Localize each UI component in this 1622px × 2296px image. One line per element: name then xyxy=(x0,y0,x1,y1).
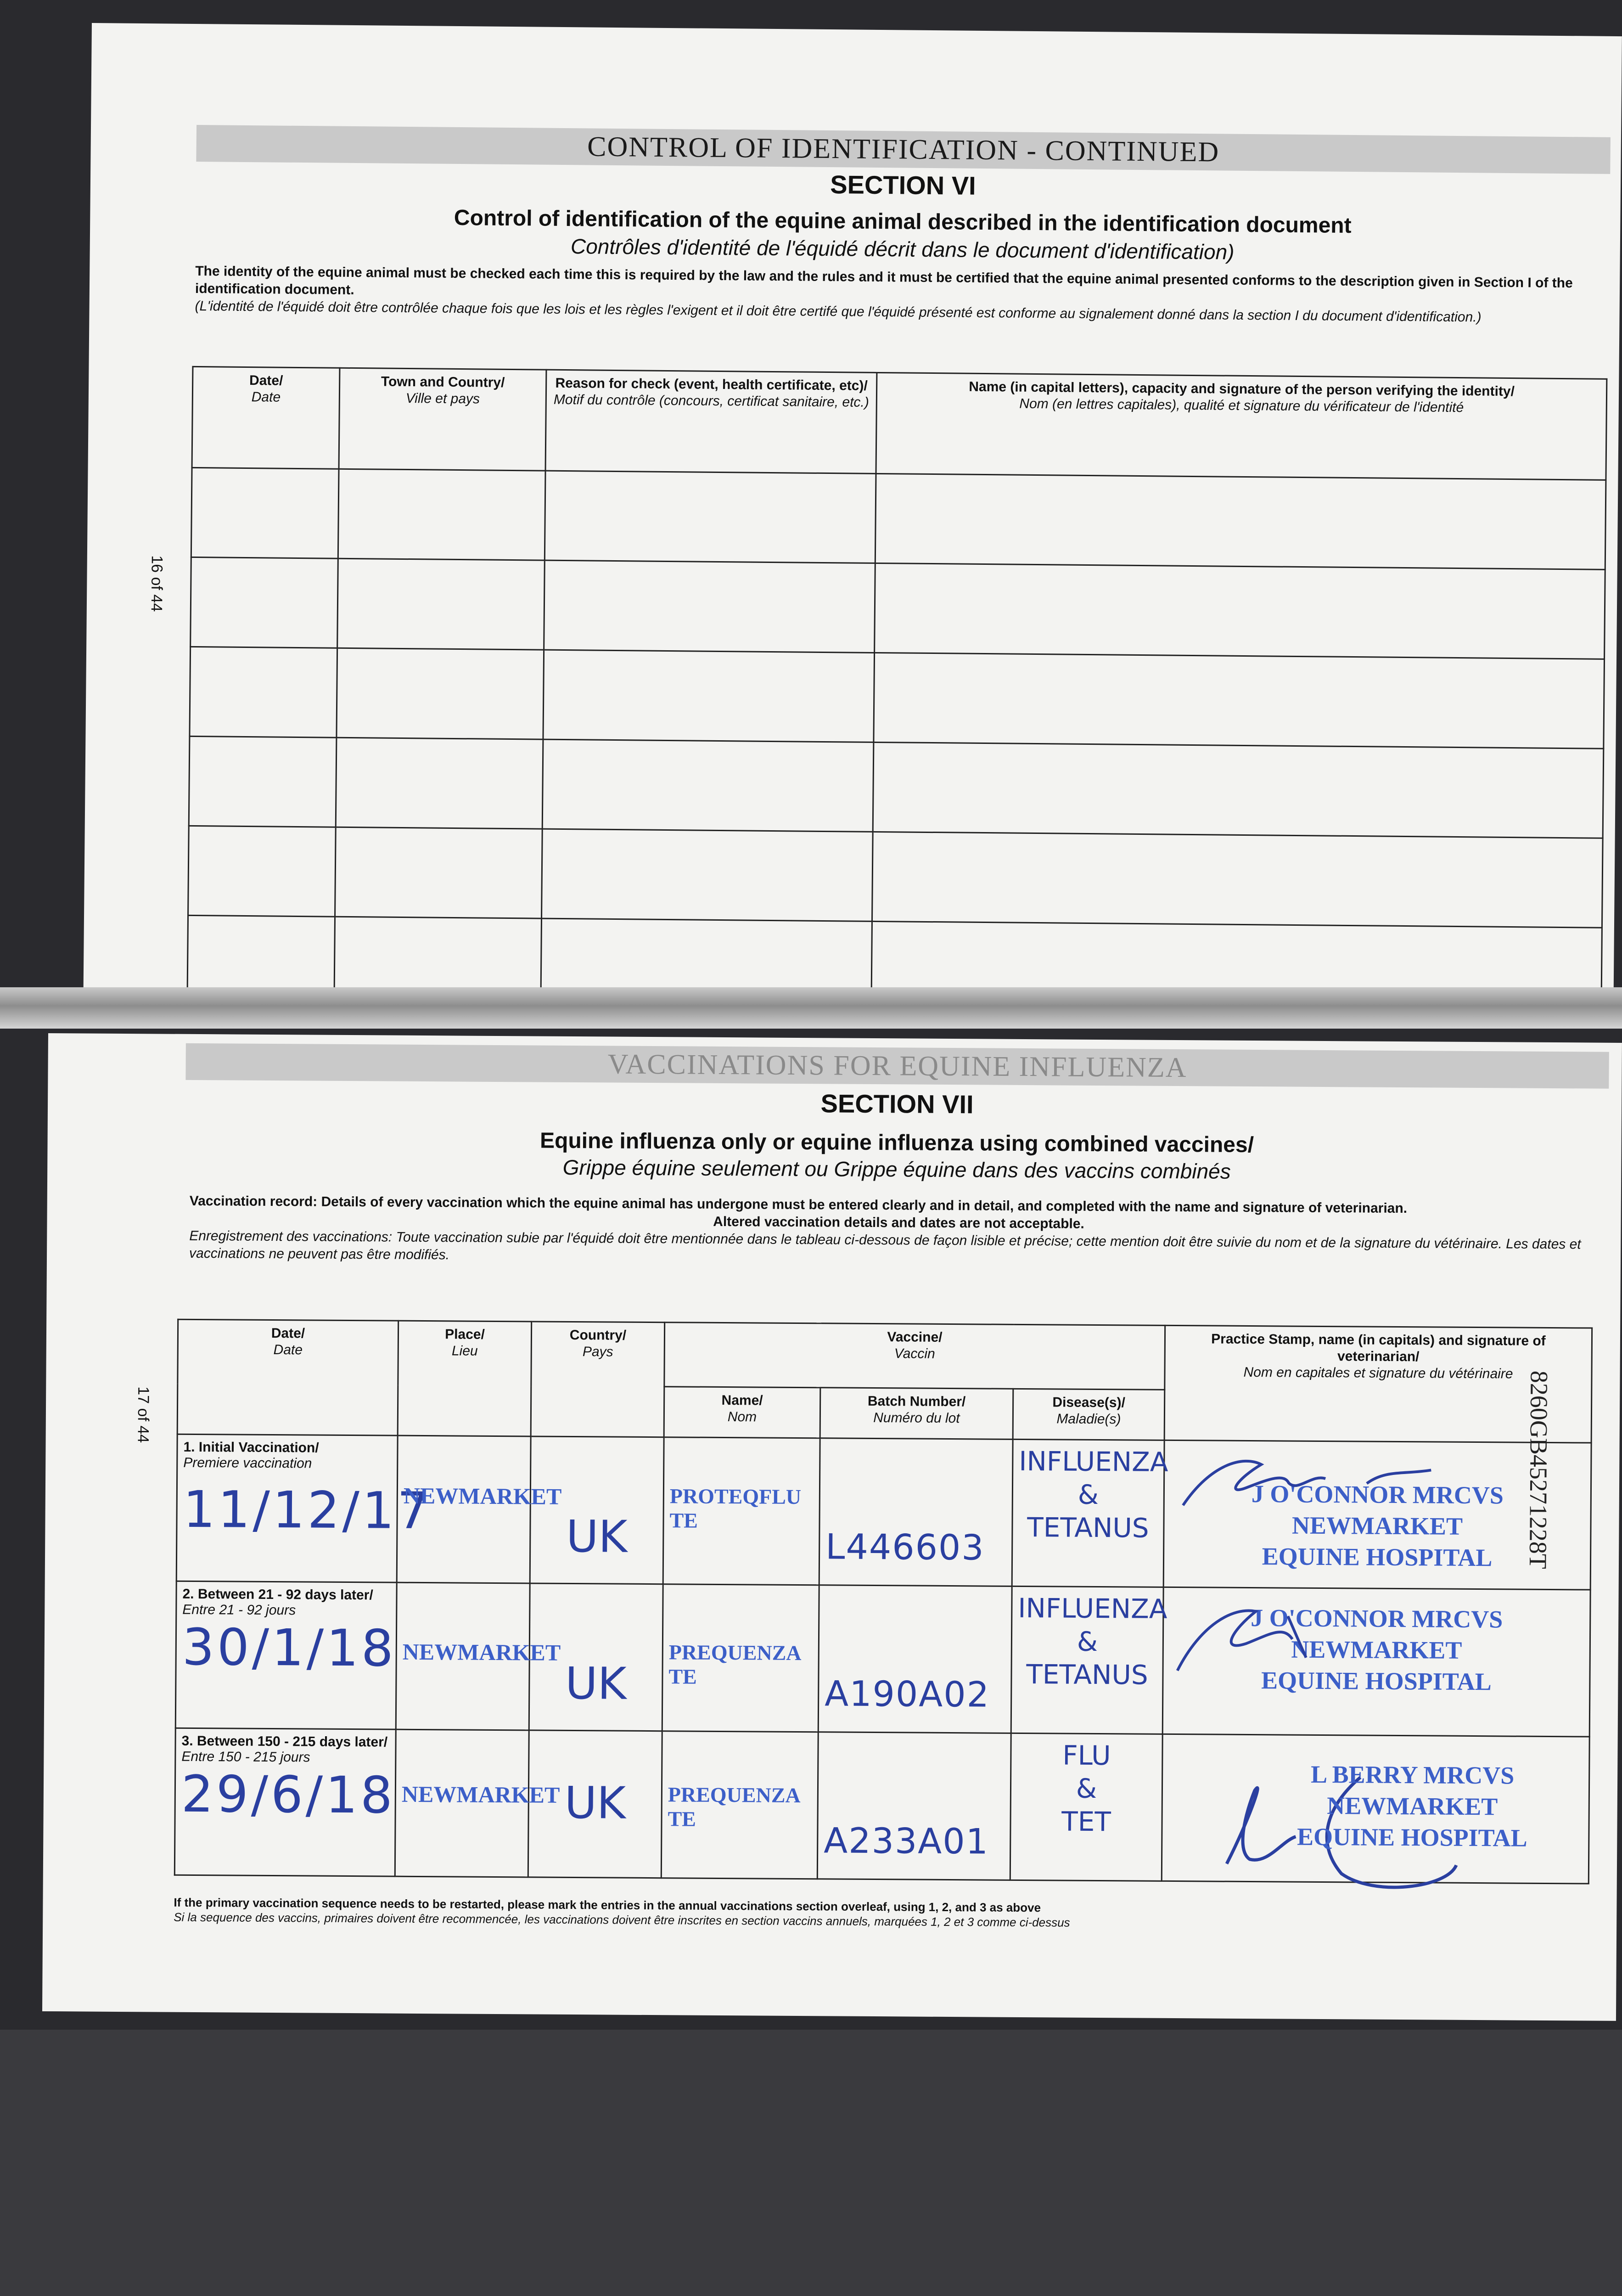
vaccine-name-cell[interactable] xyxy=(663,1437,820,1585)
place-stamp: NEWMARKET xyxy=(402,1638,561,1666)
table-cell[interactable] xyxy=(542,739,874,832)
row-label-fr: Premiere vaccination xyxy=(183,1455,312,1471)
place-stamp: NEWMARKET xyxy=(401,1781,560,1808)
disease-line-2: & xyxy=(1078,1479,1099,1510)
table-cell[interactable] xyxy=(544,560,876,653)
country-value: UK xyxy=(565,1657,627,1710)
disease-line-3: TETANUS xyxy=(1027,1512,1149,1544)
disease-line-1: FLU xyxy=(1062,1739,1111,1772)
table-row xyxy=(189,736,1604,838)
instructions-paragraph xyxy=(195,263,1609,327)
instructions-en-2: Altered vaccination details and dates are not acceptable. xyxy=(713,1214,1084,1232)
date-cell[interactable] xyxy=(174,1728,396,1876)
col-header-vaccine-name: Name/ Nom xyxy=(664,1387,820,1438)
disease-line-2: & xyxy=(1077,1626,1098,1657)
disease-cell[interactable] xyxy=(1010,1733,1162,1881)
disease-line-3: TET xyxy=(1061,1806,1111,1838)
table-row xyxy=(191,467,1606,569)
instructions-fr: (L'identité de l'équidé doit être contrôlée chaque fois que les lois et les règles l'exigent et il doit être certifé que l'équidé présenté est conforme au signalement donné dans la section I du document d'identification.) xyxy=(195,298,1482,325)
vet-name: L BERRY MRCVS xyxy=(1310,1760,1515,1790)
table-cell[interactable] xyxy=(875,473,1606,569)
table-cell[interactable] xyxy=(190,647,337,737)
row-label: 1. Initial Vaccination/ xyxy=(183,1439,319,1456)
col-header-verifier: Name (in capital letters), capacity and signature of the person verifying the identity/ Nom (en lettres capitales), qualité et signature du vérificateur de l'identité xyxy=(876,372,1607,480)
table-cell[interactable] xyxy=(337,648,544,739)
country-cell[interactable] xyxy=(530,1436,664,1584)
table-cell[interactable] xyxy=(875,563,1605,659)
vet-hospital: EQUINE HOSPITAL xyxy=(1262,1542,1493,1572)
vet-stamp-cell[interactable] xyxy=(1162,1734,1589,1884)
section-band-title: VACCINATIONS FOR EQUINE INFLUENZA xyxy=(185,1043,1609,1089)
disease-cell[interactable] xyxy=(1012,1439,1168,1587)
batch-cell[interactable] xyxy=(818,1585,1012,1733)
vaccination-row-1 xyxy=(176,1434,1591,1590)
vet-name: J O'CONNOR MRCVS xyxy=(1251,1604,1503,1633)
col-header-disease: Disease(s)/ Maladie(s) xyxy=(1013,1389,1165,1440)
date-cell[interactable] xyxy=(175,1581,397,1729)
vaccination-date: 11/12/17 xyxy=(183,1480,432,1541)
batch-number: A233A01 xyxy=(824,1820,989,1862)
batch-number: L446603 xyxy=(825,1526,985,1568)
passport-page-17 xyxy=(42,1033,1622,2021)
col-header-stamp: Practice Stamp, name (in capitals) and signature of veterinarian/ Nom en capitales et signature du vétérinaire xyxy=(1164,1325,1592,1443)
vet-stamp-cell[interactable] xyxy=(1163,1440,1591,1590)
passport-spine xyxy=(0,987,1622,1029)
country-value: UK xyxy=(566,1510,628,1563)
disease-line-3: TETANUS xyxy=(1026,1659,1148,1691)
section-subtitle-en: Control of identification of the equine animal described in the identification document xyxy=(454,205,1352,238)
vet-practice: NEWMARKET xyxy=(1327,1792,1498,1821)
col-header-town: Town and Country/ Ville et pays xyxy=(339,368,546,471)
table-cell[interactable] xyxy=(874,653,1605,748)
vet-signature-icon xyxy=(1174,1446,1450,1516)
table-cell[interactable] xyxy=(337,558,545,650)
vaccination-date: 29/6/18 xyxy=(181,1764,396,1825)
page-number: 17 of 44 xyxy=(134,1386,152,1443)
vaccine-name-cell[interactable] xyxy=(662,1584,819,1732)
passport-page-16 xyxy=(83,23,1622,1014)
country-value: UK xyxy=(564,1777,626,1829)
disease-line-1: INFLUENZA xyxy=(1019,1445,1168,1478)
col-header-date: Date/ Date xyxy=(192,366,340,469)
vaccine-name-stamp: PREQUENZA TE xyxy=(668,1783,800,1831)
table-cell[interactable] xyxy=(872,832,1603,928)
batch-cell[interactable] xyxy=(817,1732,1011,1880)
identity-check-table xyxy=(186,366,1607,1013)
row-label: 3. Between 150 - 215 days later/ xyxy=(181,1733,388,1750)
vaccination-row-2 xyxy=(175,1581,1590,1737)
table-cell[interactable] xyxy=(873,742,1604,838)
vet-signature-icon xyxy=(1168,1597,1352,1681)
col-header-reason: Reason for check (event, health certificate, etc)/ Motif du contrôle (concours, certificat sanitaire, etc.) xyxy=(545,370,877,473)
col-header-batch: Batch Number/ Numéro du lot xyxy=(820,1388,1013,1440)
section-subtitle-fr: Grippe équine seulement ou Grippe équine dans des vaccins combinés xyxy=(562,1155,1231,1183)
table-cell[interactable] xyxy=(338,469,545,560)
section-band-title: CONTROL OF IDENTIFICATION - CONTINUED xyxy=(196,125,1611,174)
disease-line-2: & xyxy=(1076,1773,1097,1804)
footnote-fr: Si la sequence des vaccins, primaires doivent être recommencée, les vaccinations doivent être inscrites en section vaccins annuels, marquées 1, 2 et 3 comme ci-dessus xyxy=(174,1910,1070,1930)
place-cell[interactable] xyxy=(395,1729,560,1877)
table-cell[interactable] xyxy=(191,467,339,558)
disease-cell[interactable] xyxy=(1011,1586,1167,1734)
footnote-en: If the primary vaccination sequence needs to be restarted, please mark the entries in the annual vaccinations section overleaf, using 1, 2, and 3 as above xyxy=(174,1895,1041,1915)
batch-cell[interactable] xyxy=(819,1438,1013,1587)
table-footnote xyxy=(174,1895,1588,1933)
section-subtitle-fr: Contrôles d'identité de l'équidé décrit dans le document d'identification) xyxy=(570,234,1235,264)
col-header-country: Country/ Pays xyxy=(531,1322,665,1437)
table-cell[interactable] xyxy=(335,827,543,918)
table-cell[interactable] xyxy=(542,829,873,921)
vaccination-row-3 xyxy=(174,1728,1589,1884)
vet-hospital: EQUINE HOSPITAL xyxy=(1261,1666,1492,1696)
table-cell[interactable] xyxy=(189,736,337,827)
section-heading: SECTION VII xyxy=(820,1089,974,1119)
vaccine-name-cell[interactable] xyxy=(661,1731,818,1879)
disease-line-1: INFLUENZA xyxy=(1018,1592,1167,1625)
batch-number: A190A02 xyxy=(824,1673,990,1715)
page-number: 16 of 44 xyxy=(147,555,166,612)
col-header-place: Place/ Lieu xyxy=(398,1321,532,1436)
vaccine-name-stamp: PROTEQFLU TE xyxy=(669,1484,802,1532)
table-cell[interactable] xyxy=(188,826,336,917)
instructions-fr: Enregistrement des vaccinations: Toute vaccination subie par l'équidé doit être mentionnée dans le tableau ci-dessous de façon lisible et précise; cette mention doit être suivie du nom et de la signature du vétérinaire. Les dates et vaccinations ne peuvent pas être modifiés. xyxy=(189,1228,1581,1263)
col-header-date: Date/ Date xyxy=(177,1319,398,1435)
row-label-fr: Entre 150 - 215 jours xyxy=(181,1749,310,1765)
table-cell[interactable] xyxy=(191,557,338,648)
vaccination-date: 30/1/18 xyxy=(182,1617,397,1678)
table-cell[interactable] xyxy=(336,737,543,829)
desk-background xyxy=(0,2030,1622,2296)
vaccination-instructions xyxy=(189,1193,1608,1271)
place-cell[interactable] xyxy=(396,1582,561,1730)
table-row xyxy=(191,557,1605,659)
vaccination-table xyxy=(174,1319,1593,1885)
vet-stamp-cell[interactable] xyxy=(1162,1587,1590,1737)
table-cell[interactable] xyxy=(544,471,876,563)
vet-practice: NEWMARKET xyxy=(1291,1635,1462,1664)
instructions-en-1: Vaccination record: Details of every vaccination which the equine animal has undergone must be entered clearly and in detail, and completed with the name and signature of veterinarian. xyxy=(189,1193,1408,1216)
row-label-fr: Entre 21 - 92 jours xyxy=(182,1602,296,1618)
vet-hospital: EQUINE HOSPITAL xyxy=(1296,1823,1527,1852)
section-heading: SECTION VI xyxy=(830,170,976,200)
table-row xyxy=(190,647,1605,748)
vet-practice: NEWMARKET xyxy=(1291,1511,1463,1540)
table-row xyxy=(188,826,1603,928)
col-header-vaccine: Vaccine/ Vaccin xyxy=(664,1322,1165,1390)
instructions-en: The identity of the equine animal must be checked each time this is required by the law and the rules and it must be certified that the equine animal presented conforms to the description given in Section I of the identification document. xyxy=(195,263,1573,298)
passport-serial-number: 8260GB45271228T xyxy=(1524,1370,1553,1570)
section-subtitle-en: Equine influenza only or equine influenza using combined vaccines/ xyxy=(539,1128,1254,1158)
date-cell[interactable] xyxy=(176,1434,432,1582)
place-stamp: NEWMARKET xyxy=(403,1482,562,1509)
vaccine-name-stamp: PREQUENZA TE xyxy=(668,1640,801,1688)
table-cell[interactable] xyxy=(543,650,875,742)
row-label: 2. Between 21 - 92 days later/ xyxy=(182,1586,373,1603)
vet-name: J O'CONNOR MRCVS xyxy=(1251,1480,1504,1509)
